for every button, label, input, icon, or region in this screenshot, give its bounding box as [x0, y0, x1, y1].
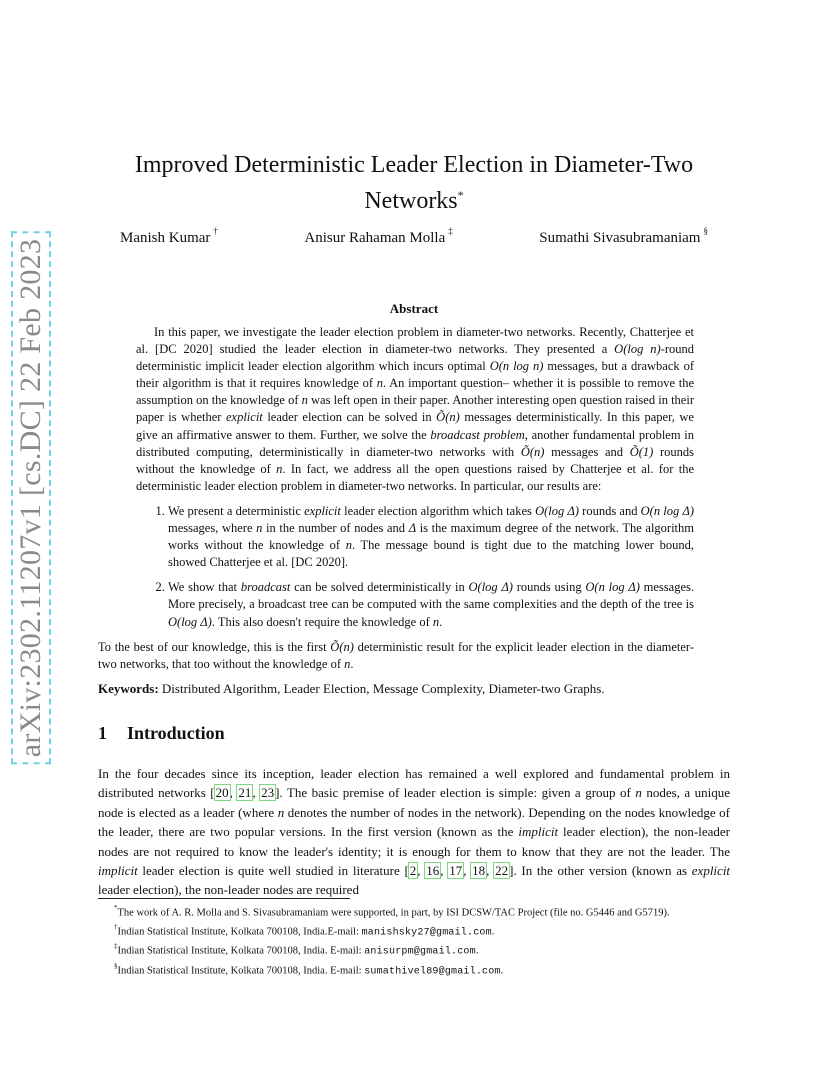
email-link[interactable]: manishsky27@gmail.com	[361, 927, 492, 938]
text-run: ,	[417, 863, 426, 879]
math: Õ(n)	[520, 444, 545, 459]
text-run: rounds using	[512, 580, 586, 595]
math: n	[256, 521, 263, 536]
text-run: ,	[486, 863, 495, 879]
text-run: messages and	[544, 444, 630, 459]
text-run: We present a deterministic	[168, 503, 305, 518]
footnote-rule	[98, 898, 350, 899]
author-name: Anisur Rahaman Molla	[304, 230, 446, 246]
text-run: leader election is quite well studied in literature [	[137, 863, 409, 879]
author	[120, 228, 218, 247]
footnote-mark: †	[114, 922, 118, 931]
emphasis: broadcast problem	[430, 427, 525, 442]
text-run: In the four decades since its inception, leader election has remained a well explored and fundamental problem in distributed networks [	[98, 766, 730, 801]
text-run: . The message bound is tight due to the matching lower bound, showed Chatterjee et al. [DC 2020].	[168, 538, 695, 570]
emphasis: broadcast	[240, 580, 291, 595]
text-run: messages, but a drawback of their algorithm is that it requires knowledge of	[136, 359, 694, 391]
author-name: Sumathi Sivasubramaniam	[539, 230, 701, 246]
math: O(log Δ)	[468, 580, 513, 595]
math: O(n log Δ)	[640, 503, 694, 518]
text-run: messages, where	[168, 521, 257, 536]
intro-paragraph	[98, 764, 730, 900]
text-run: . In fact, we address all the open questions raised by Chatterjee et al. for the deterministic leader election problem in diameter-two networks. In particular, our results are:	[136, 461, 694, 493]
paper-title	[100, 150, 728, 216]
title-footnote-mark[interactable]: *	[457, 188, 464, 202]
text-run: .	[439, 614, 443, 629]
email-link[interactable]: anisurpm@gmail.com	[364, 946, 476, 958]
emphasis: explicit	[304, 503, 341, 518]
text-run: nodes, a unique node is elected as a leader (where	[98, 785, 731, 820]
abstract-closing	[98, 639, 694, 673]
text-run: .	[350, 656, 354, 671]
footnote-text: .	[500, 965, 504, 976]
citation-link[interactable]: 22	[495, 863, 509, 879]
author	[304, 228, 452, 247]
footnote	[98, 921, 730, 941]
abstract-paragraph	[136, 324, 694, 495]
result-item	[168, 579, 694, 630]
citation-link[interactable]: 23	[261, 785, 275, 801]
footnote-text: Indian Statistical Institute, Kolkata 700108, India. E-mail:	[117, 965, 365, 976]
text-run: deterministic result for the explicit leader election in the diameter-two networks, that too without the knowledge of	[98, 639, 694, 671]
author-name: Manish Kumar	[120, 230, 211, 246]
text-run: In this paper, we investigate the leader election problem in diameter-two networks. Recently, Chatterjee et al. [DC 2020] studied the leader election in diameter-two networks. They presented a	[136, 325, 694, 357]
text-run: , another fundamental problem in distributed computing, deterministically in diameter-two networks with	[136, 427, 694, 459]
abstract	[98, 324, 695, 673]
math: n	[376, 376, 383, 391]
text-run: . This also doesn't require the knowledge of	[211, 614, 433, 629]
abstract-heading: Abstract	[389, 301, 439, 316]
math: O(log Δ)	[168, 614, 212, 629]
section-title: Introduction	[127, 723, 225, 743]
arxiv-stamp-text[interactable]: arXiv:2302.11207v1 [cs.DC] 22 Feb 2023	[14, 235, 48, 762]
text-run: messages. More precisely, a broadcast tree can be computed with the same complexities and the depth of the tree is	[168, 580, 694, 612]
author-list	[120, 228, 708, 247]
text-run: leader election), the non-leader nodes are not required to know the leader's identity; it is enough for them to know that they are not the leader. The	[98, 824, 730, 859]
text-run: messages deterministically. In this paper, we give an affirmative answer to them. Further, we solve the	[136, 410, 694, 442]
math: O(n log Δ)	[585, 580, 640, 595]
emphasis: implicit	[98, 863, 138, 879]
math: O(n log n)	[489, 359, 544, 374]
author-footnote-mark[interactable]: †	[213, 226, 218, 236]
section-heading	[98, 723, 225, 744]
footnote-mark: *	[114, 904, 118, 912]
text-run: denotes the number of nodes in the network). Depending on the nodes knowledge of the leader, there are two popular versions. In the first version (known as the	[98, 804, 730, 840]
keywords-label: Keywords:	[98, 681, 159, 696]
text-run: ,	[440, 863, 449, 879]
emphasis: explicit	[225, 410, 263, 425]
footnote-text: Indian Statistical Institute, Kolkata 700108, India.E-mail:	[117, 926, 362, 937]
text-run: To the best of our knowledge, this is the first	[98, 639, 331, 654]
citation-link[interactable]: 17	[449, 863, 463, 879]
emphasis: implicit	[518, 824, 559, 840]
text-run: leader election), the non-leader nodes are required	[98, 882, 359, 898]
math: n	[276, 461, 283, 476]
text-run: leader election can be solved in	[262, 410, 437, 425]
text-run: is the maximum degree of the network. The algorithm works without the knowledge of	[168, 521, 694, 553]
text-run: ,	[252, 785, 261, 801]
footnote-text: Indian Statistical Institute, Kolkata 700108, India. E-mail:	[117, 945, 365, 957]
math: n	[432, 614, 440, 629]
footnote-text: .	[491, 926, 495, 937]
footnote-text: .	[475, 945, 479, 957]
text-run: in the number of nodes and	[262, 521, 409, 536]
text-run: rounds and	[578, 503, 641, 518]
text-run: -round deterministic implicit leader election algorithm which incurs optimal	[136, 342, 694, 374]
citation-link[interactable]: 20	[215, 785, 229, 801]
footnote-mark: ‡	[114, 942, 118, 950]
result-item	[168, 503, 694, 571]
math: Δ	[408, 521, 417, 536]
math: O(log n)	[614, 342, 661, 357]
text-run: ]. In the other version (known as	[509, 863, 692, 879]
footnote	[98, 902, 730, 921]
paper-title-text: Improved Deterministic Leader Election in Diameter-Two Networks	[134, 152, 694, 214]
footnote	[98, 940, 730, 960]
math: n	[635, 785, 642, 801]
results-list	[136, 503, 694, 631]
section-number: 1	[98, 723, 107, 743]
math: Õ(n)	[330, 639, 354, 654]
author-footnote-mark[interactable]: §	[703, 226, 708, 236]
math: O(log Δ)	[535, 503, 579, 518]
math: Õ(1)	[629, 444, 654, 459]
citation-link[interactable]: 18	[472, 863, 486, 879]
emphasis: explicit	[691, 863, 731, 879]
text-run: ,	[229, 785, 238, 801]
math: n	[277, 804, 285, 820]
email-link[interactable]: sumathivel89@gmail.com	[364, 966, 501, 977]
footnote-mark: §	[114, 961, 118, 970]
text-run: ,	[463, 863, 472, 879]
text-run: ]. The basic premise of leader election is simple: given a group of	[275, 785, 636, 801]
math: Õ(n)	[436, 410, 460, 425]
footnotes	[98, 902, 730, 979]
author	[539, 228, 708, 247]
text-run: can be solved deterministically in	[290, 580, 469, 595]
keywords	[98, 681, 738, 697]
arxiv-stamp[interactable]	[14, 238, 47, 758]
text-run: . An important question– whether it is possible to remove the assumption on the knowledge of	[136, 376, 694, 408]
text-run: We show that	[168, 580, 241, 595]
footnote	[98, 960, 730, 980]
text-run: leader election algorithm which takes	[340, 503, 536, 518]
citation-link[interactable]: 21	[238, 785, 252, 801]
math: n	[345, 538, 352, 553]
math: n	[301, 393, 308, 408]
math: n	[344, 656, 351, 671]
text-run: rounds without the knowledge of	[136, 444, 694, 476]
citation-link[interactable]: 2	[409, 863, 417, 879]
citation-link[interactable]: 16	[426, 863, 440, 879]
text-run: was left open in their paper. Another interesting open question raised in their paper is whether	[136, 393, 694, 425]
footnote-text: The work of A. R. Molla and S. Sivasubramaniam were supported, in part, by ISI DCSW/TAC Project (file no. G5446 and G5719).	[117, 907, 670, 919]
keywords-list: Distributed Algorithm, Leader Election, Message Complexity, Diameter-two Graphs.	[161, 681, 605, 696]
author-footnote-mark[interactable]: ‡	[448, 226, 453, 236]
